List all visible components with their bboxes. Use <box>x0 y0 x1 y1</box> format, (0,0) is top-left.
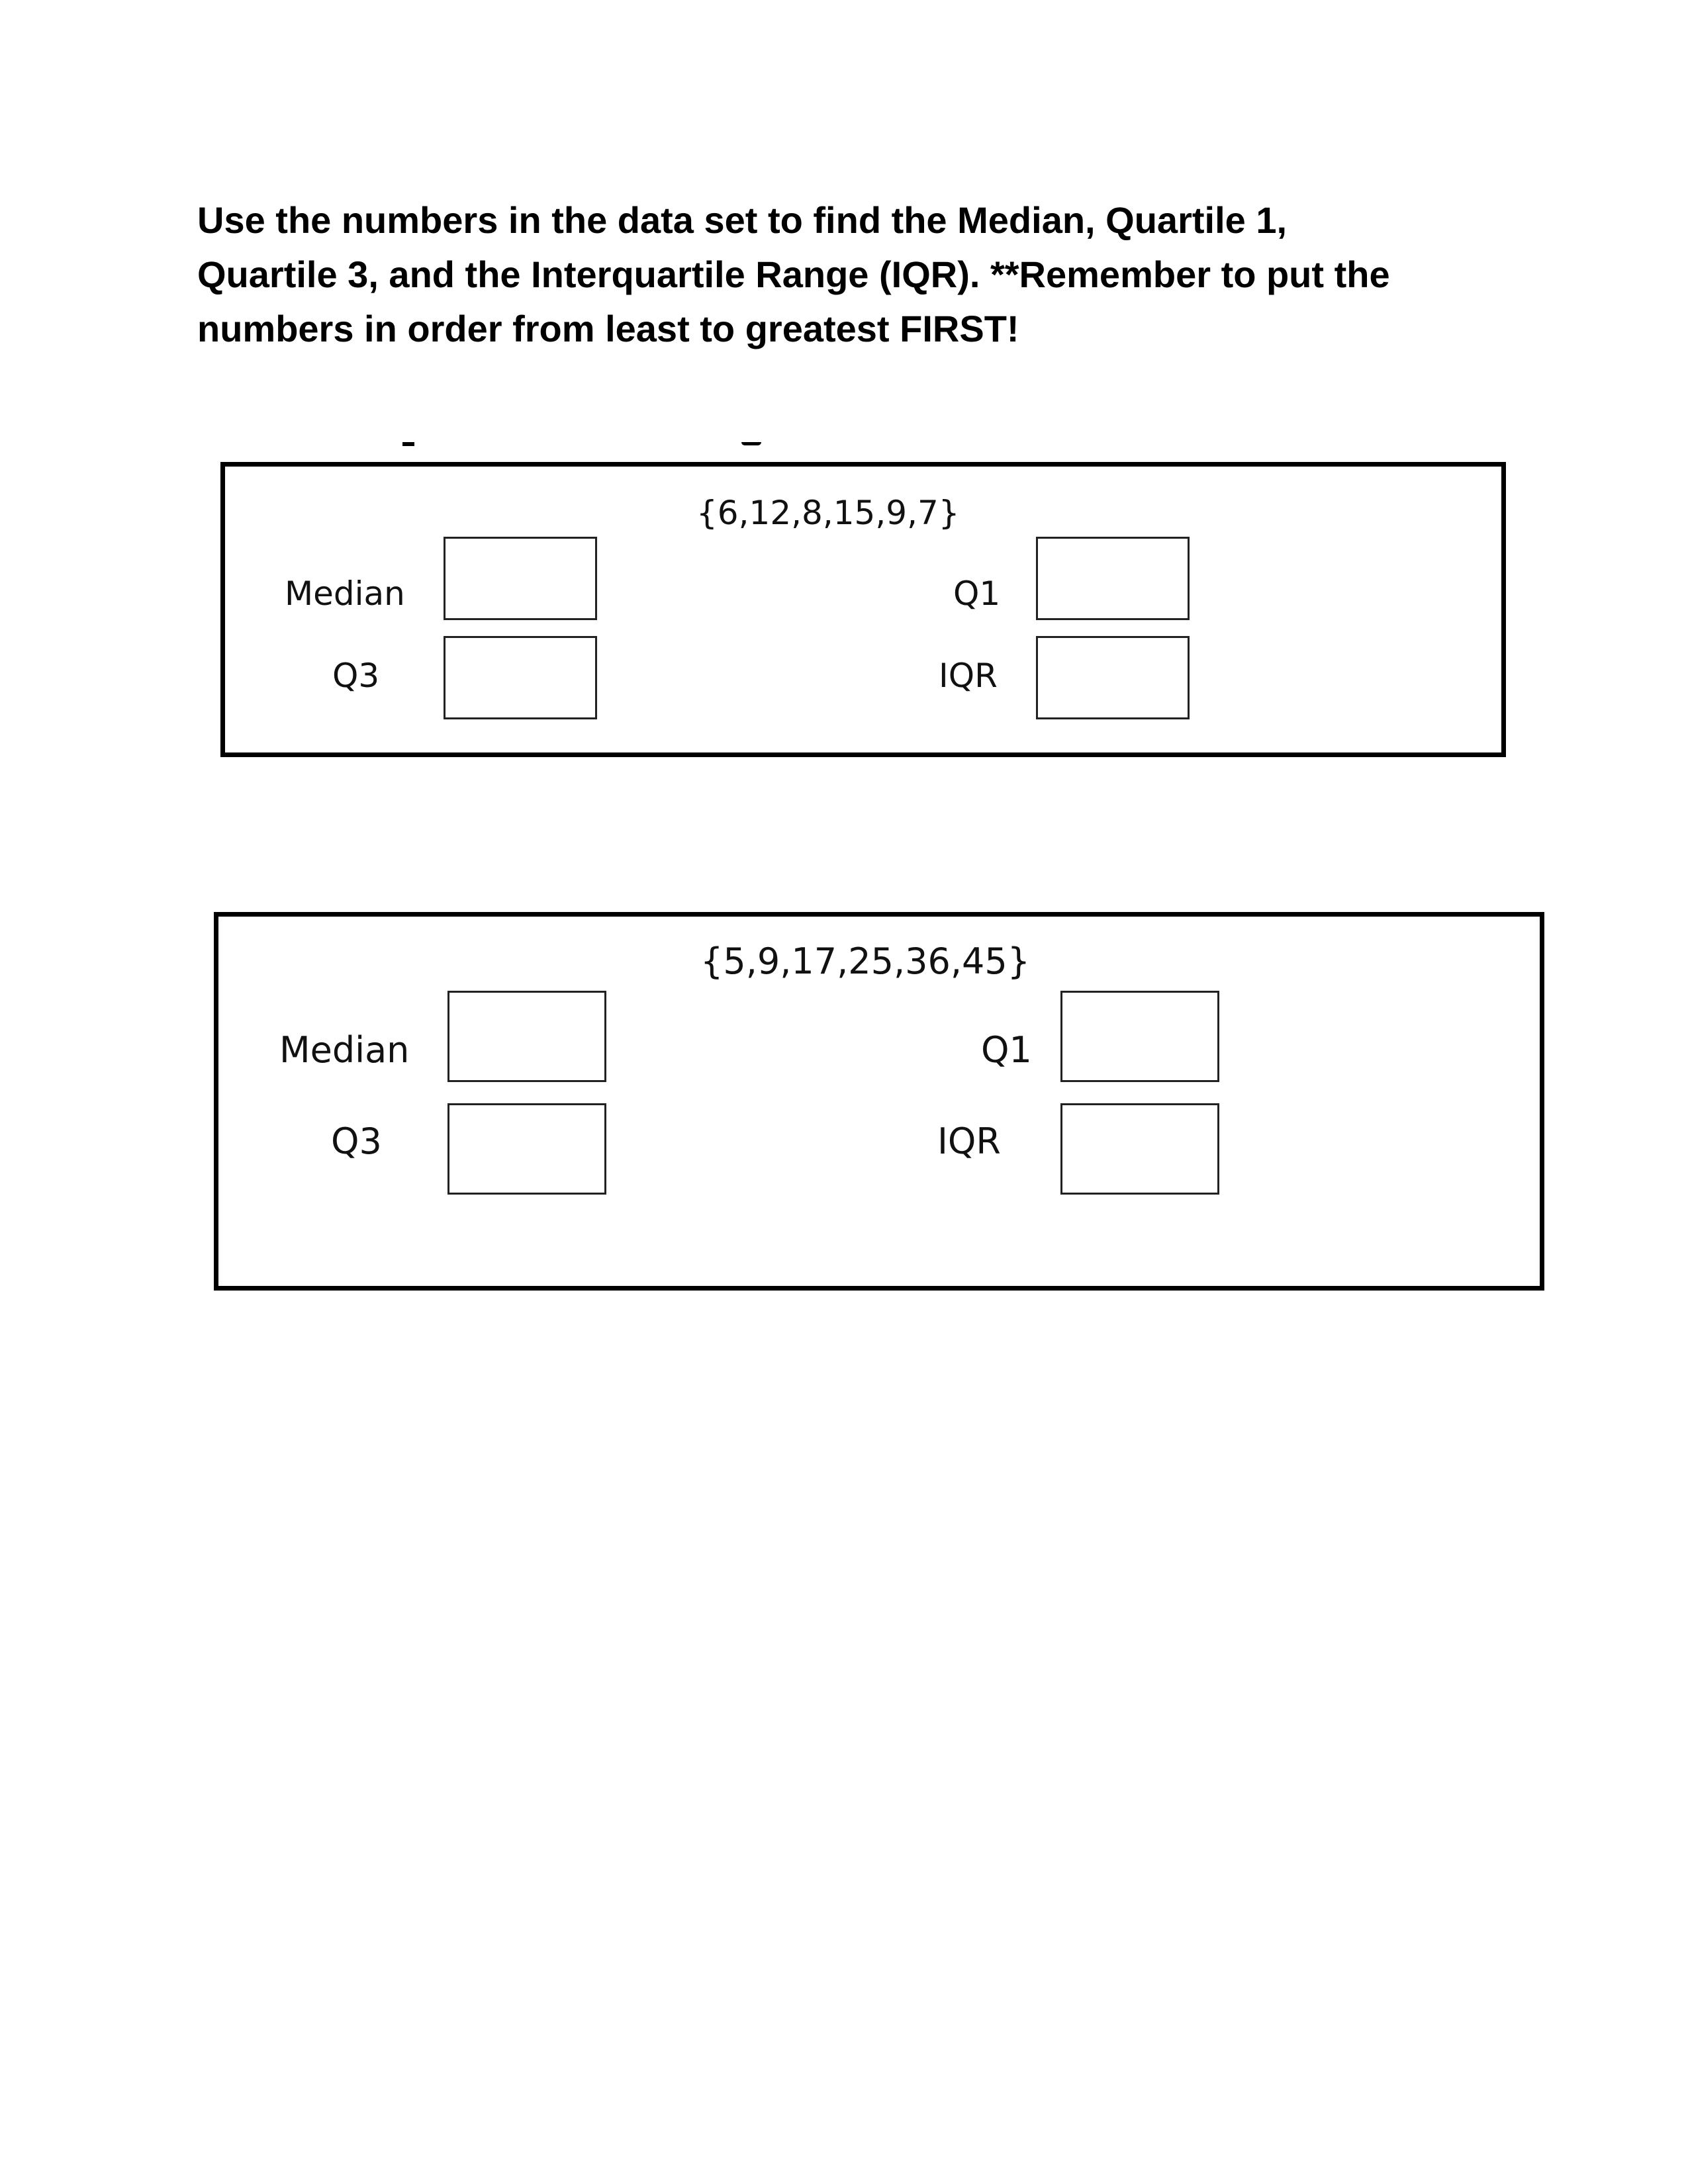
crop-artifact-left <box>402 442 414 446</box>
problem-2-q1-answer-box[interactable] <box>1060 991 1219 1082</box>
problem-2-median-answer-box[interactable] <box>447 991 606 1082</box>
crop-artifact-right <box>741 442 761 445</box>
problem-1-q3-answer-box[interactable] <box>444 636 597 719</box>
problem-1-q1-answer-box[interactable] <box>1036 537 1190 620</box>
problem-1-q1-label: Q1 <box>953 574 1001 613</box>
problem-1-q3-label: Q3 <box>332 657 380 695</box>
problem-2-box <box>214 912 1544 1291</box>
problem-2-median-label: Median <box>279 1029 410 1071</box>
problem-1-iqr-label: IQR <box>939 657 998 695</box>
problem-2-q3-label: Q3 <box>331 1120 382 1162</box>
problem-1-median-answer-box[interactable] <box>444 537 597 620</box>
instructions <box>197 193 1521 356</box>
problem-2-q1-label: Q1 <box>981 1029 1032 1071</box>
problem-2-q3-answer-box[interactable] <box>447 1103 606 1195</box>
problem-1-iqr-answer-box[interactable] <box>1036 636 1190 719</box>
problem-1-box <box>220 462 1506 757</box>
instructions-line-2: Quartile 3, and the Interquartile Range (IQR). **Remember to put the <box>197 253 1390 295</box>
problem-1-data-set: {6,12,8,15,9,7} <box>696 494 960 532</box>
instructions-line-3: numbers in order from least to greatest FIRST! <box>197 308 1019 349</box>
problem-1-median-label: Median <box>285 574 405 613</box>
problem-2-iqr-answer-box[interactable] <box>1060 1103 1219 1195</box>
problem-2-data-set: {5,9,17,25,36,45} <box>700 940 1031 982</box>
problem-2-iqr-label: IQR <box>937 1120 1001 1162</box>
instructions-line-1: Use the numbers in the data set to find the Median, Quartile 1, <box>197 199 1288 241</box>
